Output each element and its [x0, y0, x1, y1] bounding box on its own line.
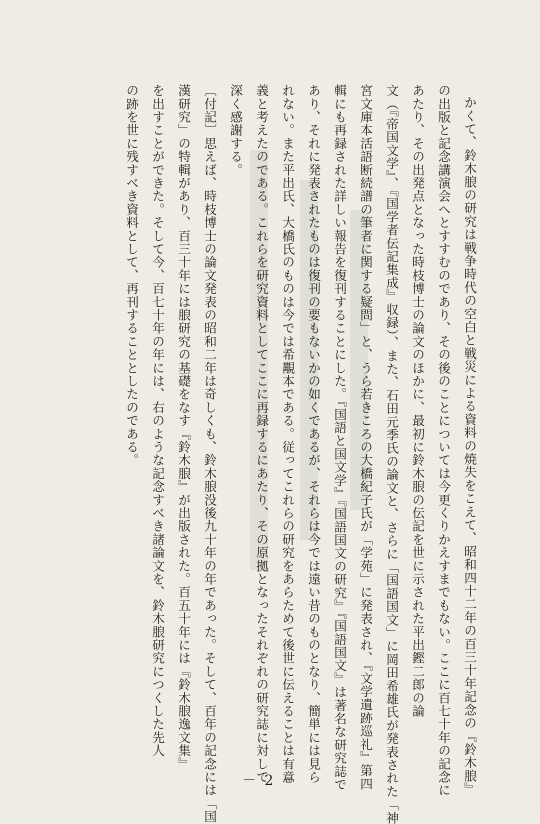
text-line: 義と考えたのである。これらを研究資料としてここに再録するにあたり、その原拠となったそれぞれの研究誌に対して [254, 84, 269, 784]
text-line: 輯にも再録された詳しい報告を復刊することにした。『国語と国文学』『国語国文の研究』『国語国文』は著名な研究誌で [332, 84, 347, 792]
text-line: の跡を世に残すべき資料として、再刊することとしたのである。 [124, 84, 139, 467]
note-paragraph [118, 84, 222, 824]
page-number: － 2 － [242, 773, 298, 789]
text-line: 文（『帝国文学』、『国学者伝記集成』収録）、また、石田元季氏の論文と、さらに「国語国文」に岡田希雄氏が発表された「神 [384, 84, 399, 824]
text-line: あり、それに発表されたものは復刊の要もないかの如くであるが、それらは今では遠い昔のものとなり、簡単には見ら [306, 84, 321, 784]
text-line: れない。また平出氏、大橋氏のものは今では希覯本である。従ってこれらの研究をあらためて後世に伝えることは有意 [280, 84, 295, 784]
vertical-body-text [112, 84, 482, 824]
text-line: 漢研究」の特輯があり、百三十年には朖研究の基礎をなす『鈴木朖』が出版された。百五十年には『鈴木朖逸文集』 [176, 84, 191, 771]
text-line: 〔付記〕思えば、時枝博士の論文発表の昭和二年は奇しくも、鈴木朖没後九十年の年であった。そして、百年の記念には「国 [202, 84, 217, 824]
text-line: を出すことができた。そして今、百七十年の年には、右のような記念すべき諸論文を、鈴木朖研究につくした先人 [150, 84, 165, 758]
text-line: あたり、その出発点となった時枝博士の論文のほかに、最初に鈴木朖の伝記を世に示された平出鏗二郎の論 [410, 84, 425, 718]
body-paragraph [222, 84, 482, 824]
text-line: かくて、鈴木朖の研究は戦争時代の空白と戦災による資料の焼失をこえて、昭和四十二年の百三十年記念の『鈴木朖』 [462, 96, 477, 796]
text-line: の出版と記念講演会へとすすむのであり、その後のことについては今更くりかえすまでもない。ここに百七十年の記念に [436, 84, 451, 797]
text-line: 宮文庫本活語断続譜の筆者に関する疑問」と、うら若きころの大橋紀子氏が「学苑」に発表され、『文学遺跡巡礼』第四 [358, 84, 373, 791]
text-line: 深く感謝する。 [228, 84, 243, 177]
